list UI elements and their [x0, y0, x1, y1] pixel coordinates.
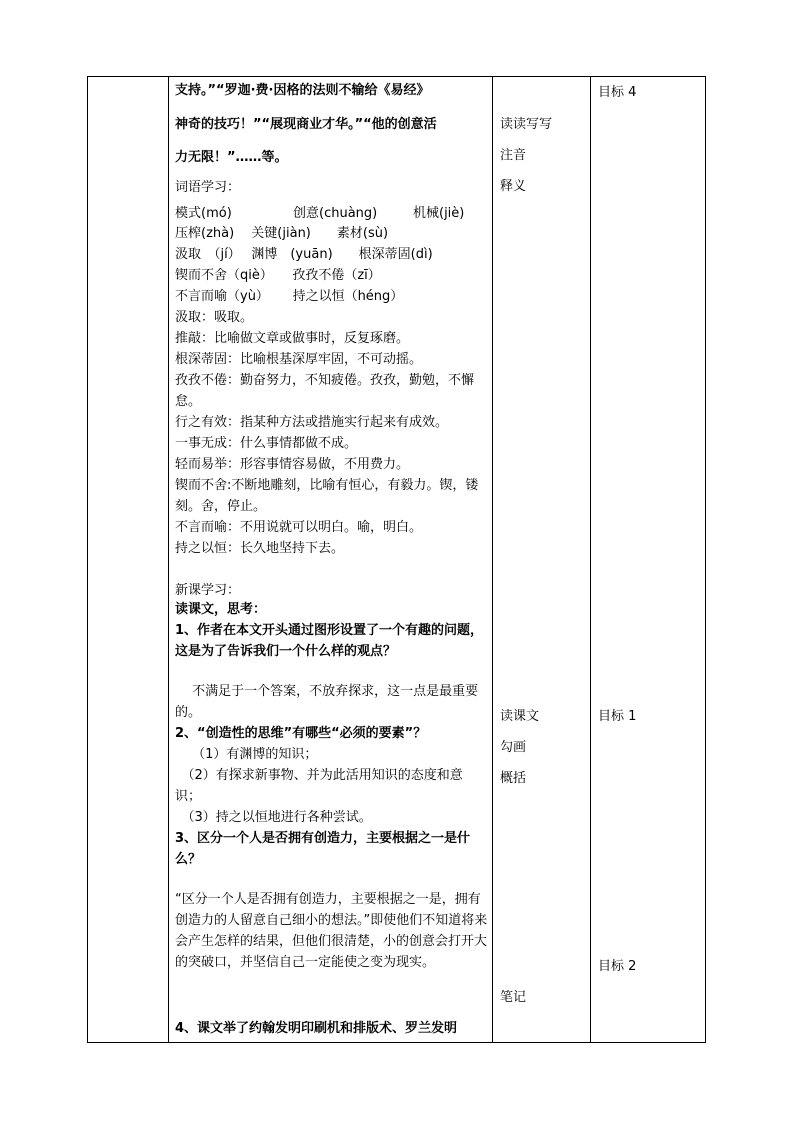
- answer: （2）有探求新事物、并为此活用知识的态度和意识；: [175, 768, 463, 804]
- activity-label: 读读写写: [500, 117, 553, 132]
- question: 3、区分一个人是否拥有创造力，主要根据之一是什么？: [175, 831, 471, 867]
- read-heading: 读课文，思考：: [175, 602, 267, 617]
- definition: 锲而不舍:不断地雕刻，比喻有恒心，有毅力。锲，镂刻。舍，停止。: [175, 478, 479, 514]
- question: 4、课文举了约翰发明印刷机和排版术、罗兰发明: [175, 1021, 458, 1036]
- activity-label: 概括: [500, 771, 527, 786]
- vocab-item: 创意(chuàng): [293, 206, 378, 221]
- definition: 孜孜不倦：勤奋努力，不知疲倦。孜孜，勤勉，不懈怠。: [175, 373, 475, 409]
- quote-line: 支持。”“罗迦·费·因格的法则不输给《易经》: [175, 83, 430, 98]
- content-column: [168, 77, 492, 1042]
- activity-label: 笔记: [500, 990, 527, 1005]
- activity-label: 读课文: [500, 709, 540, 724]
- vocab-heading: 词语学习：: [175, 180, 241, 195]
- answer: （1）有渊博的知识；: [175, 747, 318, 762]
- answer: 不满足于一个答案，不放弃探求，这一点是最重要的。: [175, 684, 479, 720]
- vocab-item: 机械(jiè): [413, 206, 465, 221]
- lesson-plan-table: [87, 76, 706, 1043]
- question: 1、作者在本文开头通过图形设置了一个有趣的问题，这是为了告诉我们一个什么样的观点？: [175, 623, 484, 659]
- vocab-row: 不言而喻（yù） 持之以恒（héng）: [175, 289, 404, 304]
- definition: 汲取：吸取。: [175, 310, 254, 325]
- answer: （3）持之以恒地进行各种尝试。: [175, 810, 372, 825]
- goal-label: 目标 1: [598, 709, 637, 724]
- quote-line: 神奇的技巧！”“展现商业才华。”“他的创意活: [175, 117, 437, 132]
- goal-label: 目标 2: [598, 959, 637, 974]
- activity-label: 注音: [500, 148, 527, 163]
- new-lesson-heading: 新课学习：: [175, 583, 241, 598]
- quote-line: 力无限！”……等。: [175, 150, 288, 165]
- vocab-row: 汲取 （jí） 渊博 (yuān) 根深蒂固(dì): [175, 247, 433, 262]
- definition: 持之以恒：长久地坚持下去。: [175, 541, 345, 556]
- definition: 轻而易举：形容事情容易做，不用费力。: [175, 457, 410, 472]
- goal-column: [590, 77, 706, 1042]
- activity-column: [492, 77, 592, 1042]
- vocab-item: 模式(mó): [175, 206, 232, 221]
- vocab-row: 锲而不舍（qiè） 孜孜不倦（zī）: [175, 268, 381, 283]
- vocab-row: 压榨(zhà) 关键(jiàn) 素材(sù): [175, 226, 389, 241]
- definition: 行之有效：指某种方法或措施实行起来有成效。: [175, 415, 449, 430]
- definition: 根深蒂固：比喻根基深厚牢固，不可动摇。: [175, 352, 423, 367]
- definition: 不言而喻：不用说就可以明白。喻，明白。: [175, 520, 423, 535]
- activity-label: 释义: [500, 179, 527, 194]
- vocab-row: [175, 203, 488, 224]
- question: 2、“创造性的思维”有哪些“必须的要素”？: [175, 726, 427, 741]
- definition: 推敲：比喻做文章或做事时，反复琢磨。: [175, 331, 410, 346]
- definition: 一事无成：什么事情都做不成。: [175, 436, 358, 451]
- answer: “区分一个人是否拥有创造力，主要根据之一是，拥有创造力的人留意自己细小的想法。”即使他们不知道将来会产生怎样的结果，但他们很清楚，小的创意会打开大的突破口，并坚信自己一定能使之变为现实。: [175, 892, 488, 970]
- goal-label: 目标 4: [598, 85, 637, 100]
- activity-label: 勾画: [500, 740, 527, 755]
